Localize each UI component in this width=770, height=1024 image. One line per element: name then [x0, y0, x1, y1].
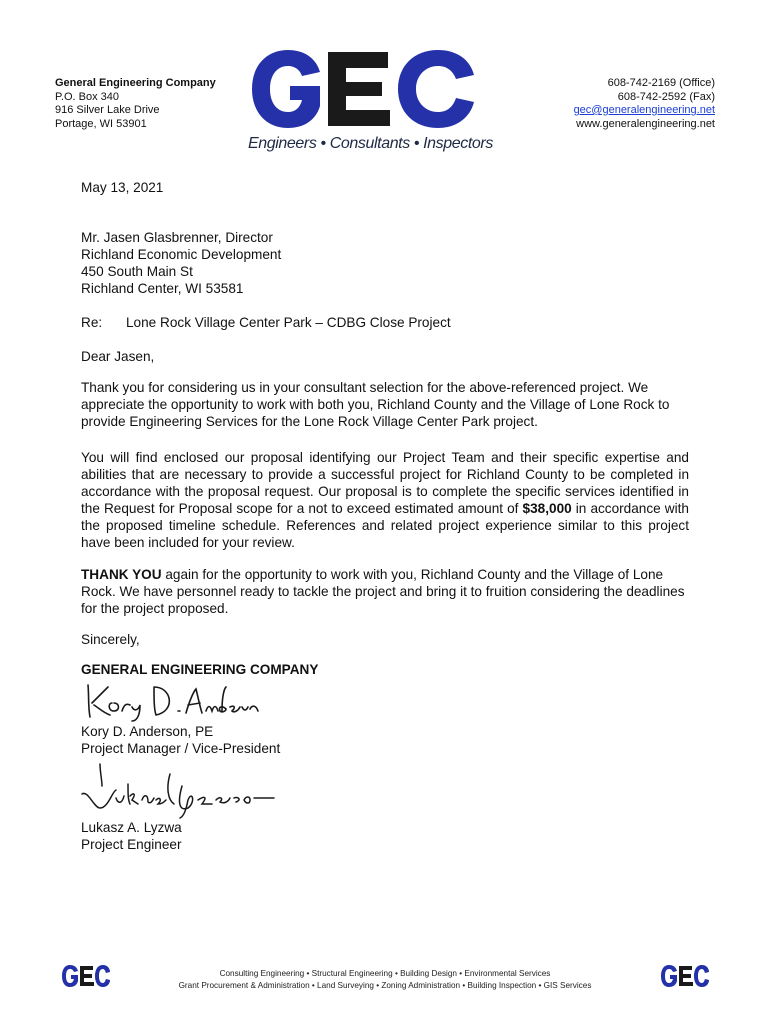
gec-logo-graphic: [248, 44, 524, 134]
signer-2: [81, 819, 689, 853]
signer-2-name: Lukasz A. Lyzwa: [81, 820, 182, 835]
paragraph-3-text: again for the opportunity to work with you, Richland County and the Village of Lone Rock. We have personnel ready to tackle the project and bring it to fruition considering the deadlines for the project proposed.: [81, 567, 685, 616]
paragraph-3: [81, 566, 689, 617]
office-phone: 608-742-2169 (Office): [607, 77, 715, 89]
signer-1-name: Kory D. Anderson, PE: [81, 724, 214, 739]
subject-line: [81, 314, 689, 331]
signature-lukasz-lyzwa: [78, 760, 278, 820]
recipient-line: Richland Center, WI 53581: [81, 281, 244, 296]
paragraph-1-text: Thank you for considering us in your consultant selection for the above-referenced project. We appreciate the opportunity to work with both you, Richland County and the Village of Lone Rock to provide Engineering Services for the Lone Rock Village Center Park project.: [81, 380, 670, 429]
paragraph-1: [81, 379, 689, 430]
footer-line-2: Grant Procurement & Administration • Land Surveying • Zoning Administration • Building Inspection • GIS Services: [178, 981, 592, 990]
re-label: Re:: [81, 315, 103, 330]
website: www.generalengineering.net: [576, 117, 715, 130]
contact-block: [574, 77, 715, 131]
footer-services: [140, 968, 630, 992]
footer-logo-left: [61, 963, 111, 989]
proposal-amount: $38,000: [522, 501, 572, 516]
letter-date: [81, 179, 689, 196]
signer-2-title: Project Engineer: [81, 837, 182, 852]
recipient-line: 450 South Main St: [81, 264, 193, 279]
logo-letter-c: [398, 50, 474, 128]
paragraph-2-text: You will find enclosed our proposal identifying our Project Team and their specific expertise and abilities that are necessary to provide a successful project for Richland County to be completed in accordance with the proposal request. Our proposal is to complete the specific services identified in the Request for Proposal scope for a not to exceed estimated amount of: [81, 450, 689, 516]
signer-1-title: Project Manager / Vice-President: [81, 741, 281, 756]
footer-line-1: Consulting Engineering • Structural Engineering • Building Design • Environmental Services: [219, 969, 551, 978]
signature-kory-anderson: [82, 677, 262, 725]
recipient-block: [81, 229, 689, 297]
signoff-company: [81, 661, 689, 678]
recipient-line: Richland Economic Development: [81, 247, 282, 262]
paragraph-2-text-end: in accordance with the proposed timeline schedule. References and related project experience similar to this project have been included for your review.: [81, 501, 689, 550]
email-link[interactable]: gec@generalengineering.net: [573, 104, 715, 116]
paragraph-2: [81, 449, 689, 551]
fax-number: 608-742-2592 (Fax): [617, 90, 715, 103]
date-text: May 13, 2021: [81, 180, 164, 195]
salutation: [81, 348, 689, 365]
closing: [81, 631, 689, 648]
salutation-text: Dear Jasen,: [81, 349, 155, 364]
recipient-line: Mr. Jasen Glasbrenner, Director: [81, 230, 273, 245]
address-line: Portage, WI 53901: [55, 117, 147, 130]
address-line: 916 Silver Lake Drive: [55, 104, 160, 116]
company-address-block: [55, 77, 216, 131]
closing-text: Sincerely,: [81, 632, 140, 647]
logo-letter-e: [328, 52, 390, 126]
footer-logo-right: [660, 963, 710, 989]
address-line: P.O. Box 340: [55, 90, 120, 103]
company-tagline: Engineers • Consultants • Inspectors: [248, 135, 493, 152]
thank-you-emphasis: THANK YOU: [81, 567, 162, 582]
re-subject: Lone Rock Village Center Park – CDBG Close Project: [126, 315, 451, 330]
signer-1: [81, 723, 689, 757]
signoff-company-text: GENERAL ENGINEERING COMPANY: [81, 662, 319, 677]
logo-letter-g: [252, 50, 320, 128]
company-name: General Engineering Company: [55, 77, 216, 89]
